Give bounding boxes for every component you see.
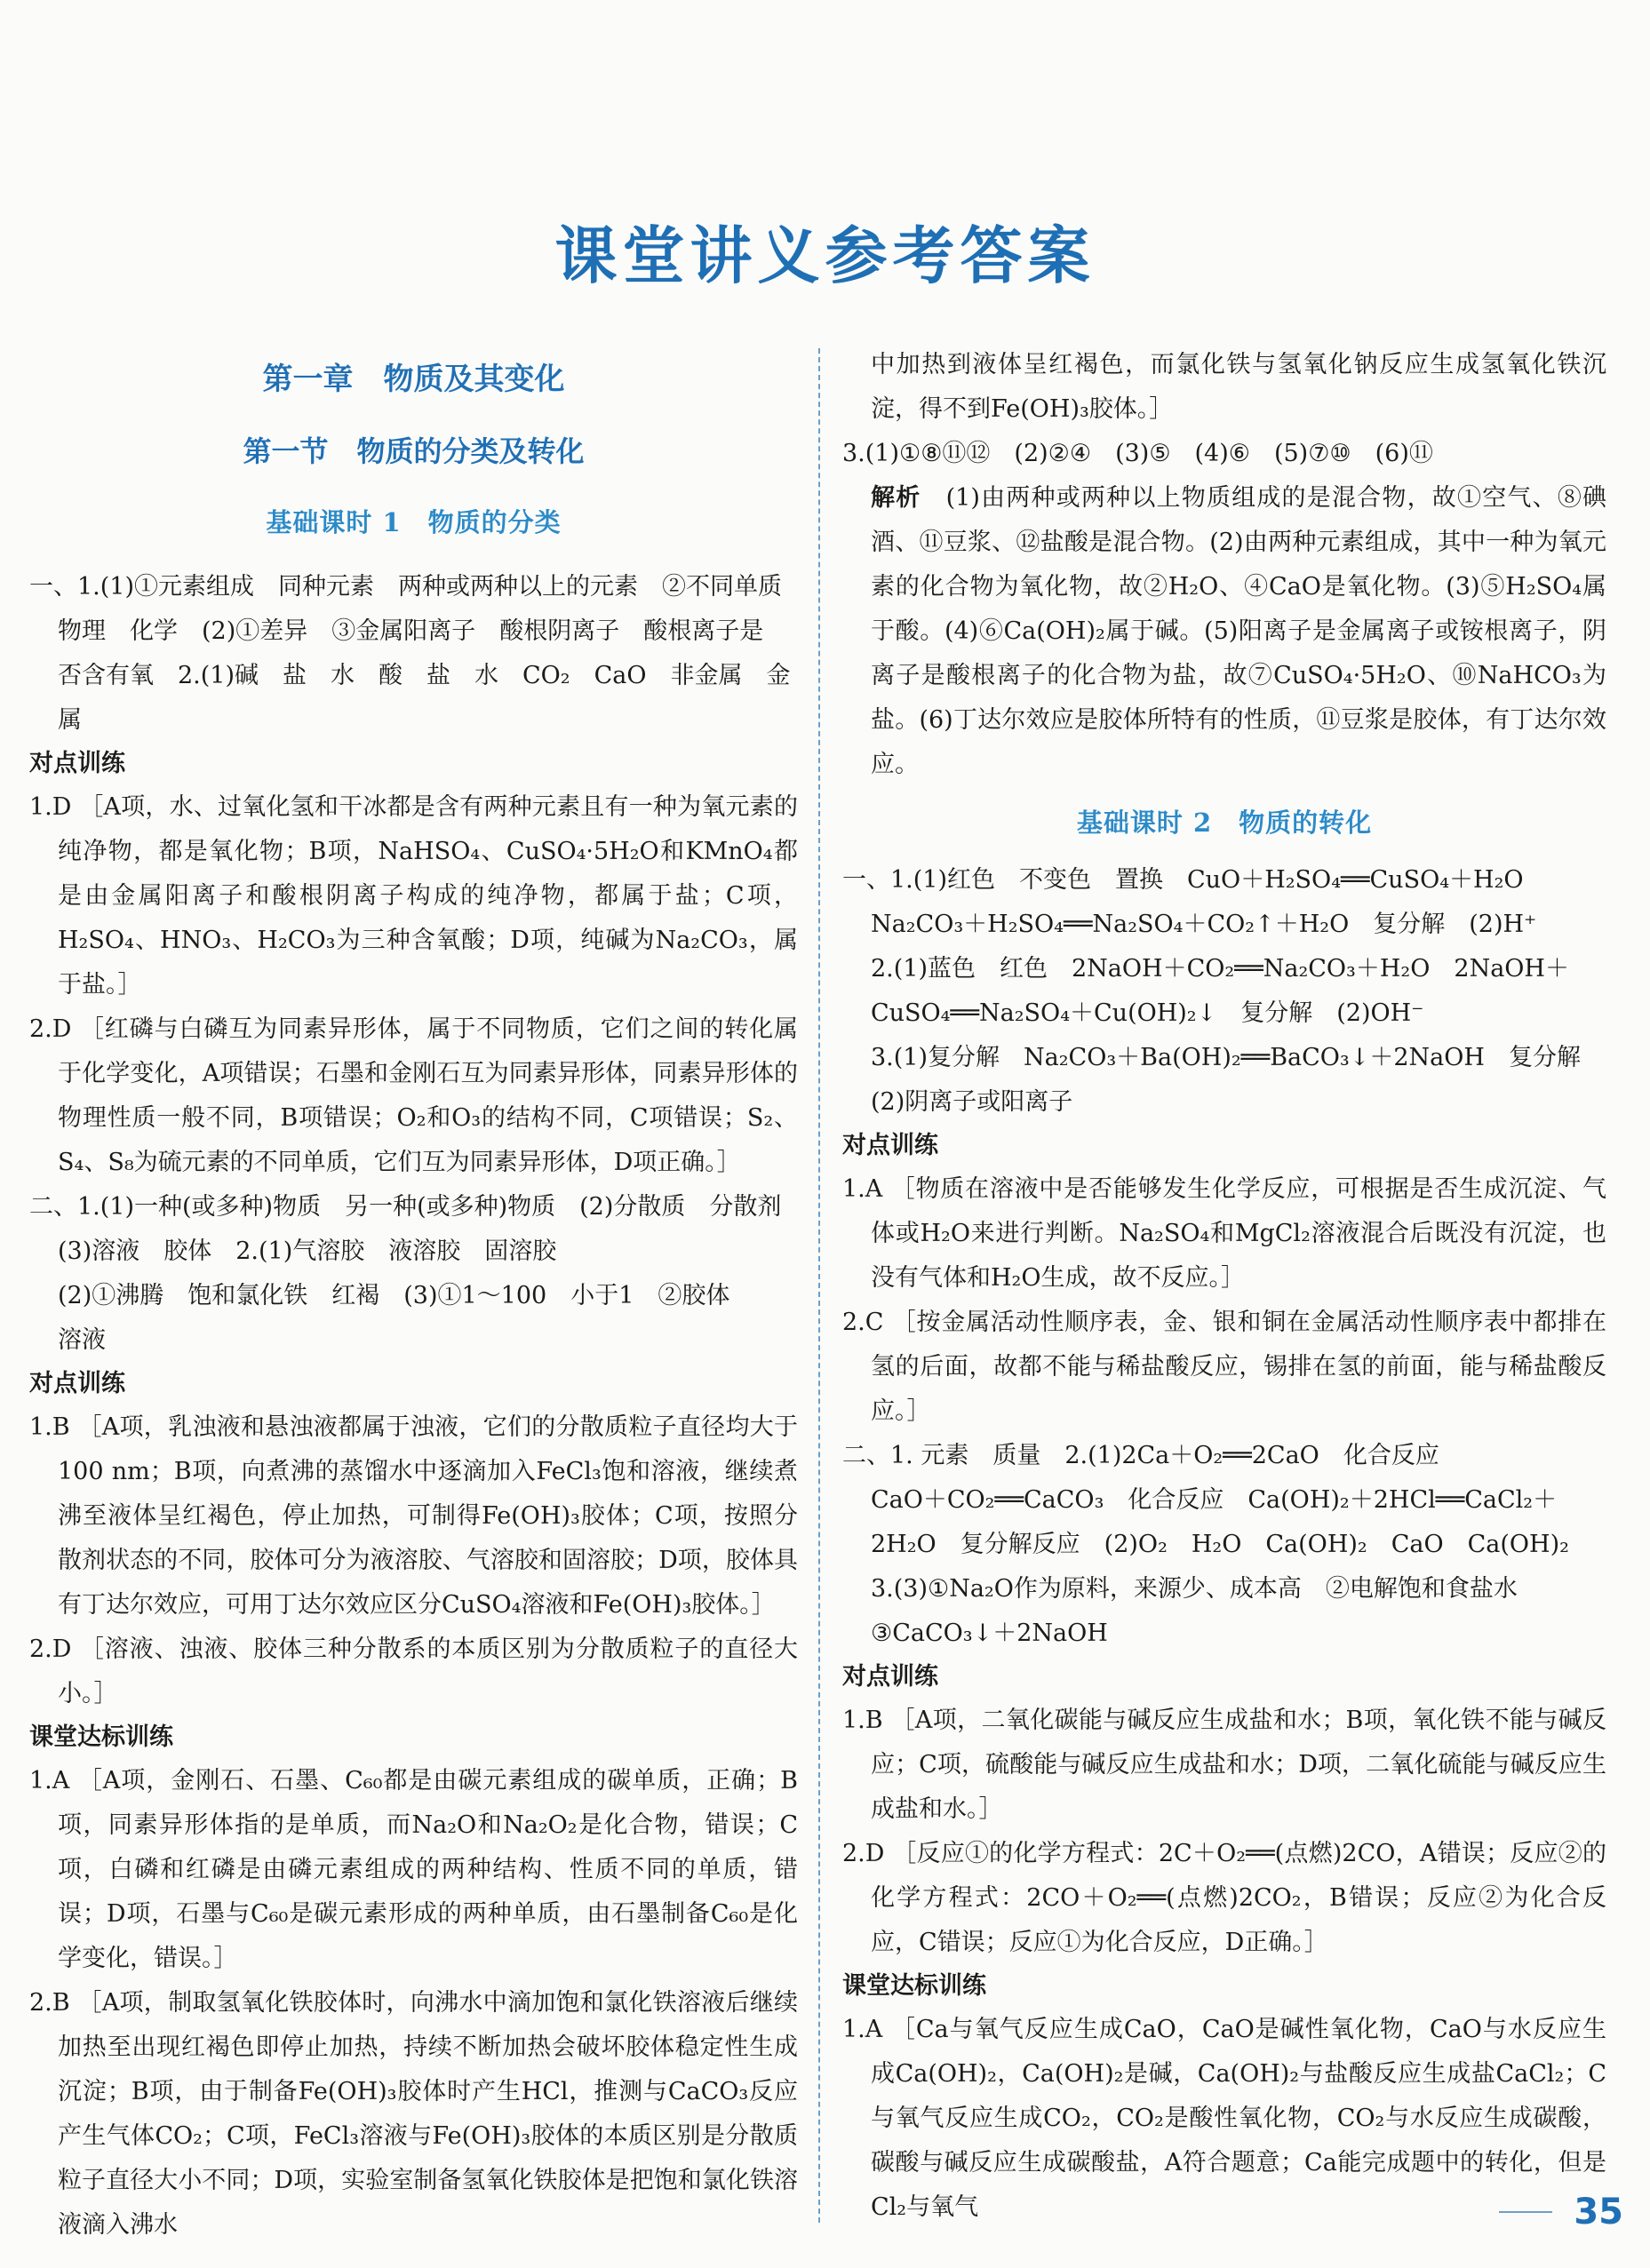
- answer-line: (3)溶液 胶体 2.(1)气溶胶 液溶胶 固溶胶: [58, 1237, 557, 1265]
- answer-line: 否含有氧 2.(1)碱 盐 水 酸 盐 水 CO₂ CaO 非金属 金: [58, 662, 791, 689]
- answer-item: 2.D ［红磷与白磷互为同素异形体，属于不同物质，它们之间的转化属于化学变化，A项错误；石墨和金刚石互为同素异形体，同素异形体的物理性质一般不同，B项错误；O₂和O₃的结构不同，C项错误；S₂、S₄、S₈为硫元素的不同单质，它们互为同素异形体，D项正确。］: [29, 1015, 798, 1176]
- lesson-heading-2: 基础课时 2 物质的转化: [1076, 808, 1373, 838]
- answer-item: 1.B ［A项，二氧化碳能与碱反应生成盐和水；B项，氧化铁不能与碱反应；C项，硫酸能与碱反应生成盐和水；D项，二氧化硫能与碱反应生成盐和水。］: [842, 1707, 1606, 1823]
- page-number: 35: [1574, 2192, 1623, 2232]
- answer-item: 2.D ［反应①的化学方程式：2C＋O₂══(点燃)2CO，A错误；反应②的化学方程式：2CO＋O₂══(点燃)2CO₂，B错误；反应②为化合反应，C错误；反应①为化合反应，D正确。］: [842, 1840, 1606, 1956]
- answer-item: 2.D ［溶液、浊液、胶体三种分散系的本质区别为分散质粒子的直径大小。］: [29, 1635, 798, 1707]
- subheading-practice: 对点训练: [842, 1132, 938, 1159]
- answer-line: 2H₂O 复分解反应 (2)O₂ H₂O Ca(OH)₂ CaO Ca(OH)₂: [871, 1531, 1569, 1558]
- answer-line: (2)阴离子或阳离子: [871, 1088, 1073, 1116]
- answer-line: 二、1. 元素 质量 2.(1)2Ca＋O₂══2CaO 化合反应: [842, 1442, 1439, 1469]
- answer-line: 物理 化学 (2)①差异 ③金属阳离子 酸根阴离子 酸根离子是: [58, 617, 764, 645]
- section-heading: 第一节 物质的分类及转化: [243, 434, 585, 468]
- answer-line: 2.(1)蓝色 红色 2NaOH＋CO₂══Na₂CO₃＋H₂O 2NaOH＋: [871, 955, 1569, 983]
- page-title: 课堂讲义参考答案: [554, 219, 1096, 292]
- analysis-label: 解析: [871, 484, 921, 512]
- answer-line: 溶液: [58, 1326, 106, 1354]
- left-column: [29, 343, 798, 2248]
- answer-item: 1.A ［A项，金刚石、石墨、C₆₀都是由碳元素组成的碳单质，正确；B项，同素异形体指的是单质，而Na₂O和Na₂O₂是化合物，错误；C项，白磷和红磷是由磷元素组成的两种结构、性质不同的单质，错误；D项，石墨与C₆₀是碳元素形成的两种单质，由石墨制备C₆₀是化学变化，错误。］: [29, 1767, 798, 1972]
- right-column: [842, 343, 1606, 2230]
- answer-line: 二、1.(1)一种(或多种)物质 另一种(或多种)物质 (2)分散质 分散剂: [29, 1193, 782, 1221]
- answer-line: 3.(1)复分解 Na₂CO₃＋Ba(OH)₂══BaCO₃↓＋2NaOH 复分解: [871, 1044, 1581, 1071]
- subheading-practice: 对点训练: [29, 1370, 125, 1397]
- answer-line: 属: [58, 706, 82, 734]
- page-number-rule: [1499, 2211, 1552, 2213]
- subheading-class-test: 课堂达标训练: [842, 1972, 986, 2000]
- answer-line: 一、1.(1)①元素组成 同种元素 两种或两种以上的元素 ②不同单质: [29, 573, 783, 601]
- analysis-paragraph: [842, 476, 1606, 787]
- answer-item: 1.A ［Ca与氧气反应生成CaO，CaO是碱性氧化物，CaO与水反应生成Ca(OH)₂，Ca(OH)₂是碱，Ca(OH)₂与盐酸反应生成盐CaCl₂；C与氧气反应生成CO₂，CO₂是酸性氧化物，CO₂与水反应生成碳酸，碳酸与碱反应生成碳酸盐，A符合题意；Ca能完成题中的转化，但是Cl₂与氧气: [842, 2016, 1606, 2221]
- answer-continuation: 中加热到液体呈红褐色，而氯化铁与氢氧化钠反应生成氢氧化铁沉淀，得不到Fe(OH)₃胶体。］: [871, 351, 1606, 423]
- answer-line: 3.(3)①Na₂O作为原料，来源少、成本高 ②电解饱和食盐水: [871, 1575, 1518, 1603]
- answer-line: (2)①沸腾 饱和氯化铁 红褐 (3)①1～100 小于1 ②胶体: [58, 1282, 730, 1309]
- chapter-heading: 第一章 物质及其变化: [262, 362, 565, 397]
- answer-line: 3.(1)①⑧⑪⑫ (2)②④ (3)⑤ (4)⑥ (5)⑦⑩ (6)⑪: [842, 440, 1433, 467]
- answer-item: 1.B ［A项，乳浊液和悬浊液都属于浊液，它们的分散质粒子直径均大于100 nm；B项，向煮沸的蒸馏水中逐滴加入FeCl₃饱和溶液，继续煮沸至液体呈红褐色，停止加热，可制得Fe(OH)₃胶体；C项，按照分散剂状态的不同，胶体可分为液溶胶、气溶胶和固溶胶；D项，胶体具有丁达尔效应，可用丁达尔效应区分CuSO₄溶液和Fe(OH)₃胶体。］: [29, 1413, 798, 1619]
- answer-line: 一、1.(1)红色 不变色 置换 CuO＋H₂SO₄══CuSO₄＋H₂O: [842, 866, 1524, 894]
- analysis-text: (1)由两种或两种以上物质组成的是混合物，故①空气、⑧碘酒、⑪豆浆、⑫盐酸是混合物。(2)由两种元素组成，其中一种为氧元素的化合物为氧化物，故②H₂O、④CaO是氧化物。(3)⑤H₂SO₄属于酸。(4)⑥Ca(OH)₂属于碱。(5)阳离子是金属离子或铵根离子，阴离子是酸根离子的化合物为盐，故⑦CuSO₄·5H₂O、⑩NaHCO₃为盐。(6)丁达尔效应是胶体所特有的性质，⑪豆浆是胶体，有丁达尔效应。: [871, 484, 1607, 778]
- column-divider: [818, 348, 820, 2223]
- answer-line: CaO＋CO₂══CaCO₃ 化合反应 Ca(OH)₂＋2HCl══CaCl₂＋: [871, 1486, 1558, 1514]
- lesson-heading-1: 基础课时 1 物质的分类: [266, 507, 562, 537]
- answer-item: 2.B ［A项，制取氢氧化铁胶体时，向沸水中滴加饱和氯化铁溶液后继续加热至出现红褐色即停止加热，持续不断加热会破坏胶体稳定性生成沉淀；B项，由于制备Fe(OH)₃胶体时产生HCl，推测与CaCO₃反应产生气体CO₂；C项，FeCl₃溶液与Fe(OH)₃胶体的本质区别是分散质粒子直径大小不同；D项，实验室制备氢氧化铁胶体是把饱和氯化铁溶液滴入沸水: [29, 1989, 798, 2239]
- subheading-practice: 对点训练: [29, 750, 125, 777]
- answer-item: 1.D ［A项，水、过氧化氢和干冰都是含有两种元素且有一种为氧元素的纯净物，都是氧化物；B项，NaHSO₄、CuSO₄·5H₂O和KMnO₄都是由金属阳离子和酸根阴离子构成的纯净物，都属于盐；C项，H₂SO₄、HNO₃、H₂CO₃为三种含氧酸；D项，纯碱为Na₂CO₃，属于盐。］: [29, 793, 798, 999]
- subheading-class-test: 课堂达标训练: [29, 1723, 173, 1751]
- answer-line: ③CaCO₃↓＋2NaOH: [871, 1619, 1108, 1647]
- subheading-practice: 对点训练: [842, 1663, 938, 1691]
- answer-line: CuSO₄══Na₂SO₄＋Cu(OH)₂↓ 复分解 (2)OH⁻: [871, 999, 1424, 1027]
- answer-item: 1.A ［物质在溶液中是否能够发生化学反应，可根据是否生成沉淀、气体或H₂O来进行判断。Na₂SO₄和MgCl₂溶液混合后既没有沉淀，也没有气体和H₂O生成，故不反应。］: [842, 1175, 1606, 1292]
- answer-item: 2.C ［按金属活动性顺序表，金、银和铜在金属活动性顺序表中都排在氢的后面，故都不能与稀盐酸反应，锡排在氢的前面，能与稀盐酸反应。］: [842, 1309, 1606, 1425]
- answer-line: Na₂CO₃＋H₂SO₄══Na₂SO₄＋CO₂↑＋H₂O 复分解 (2)H⁺: [871, 911, 1537, 938]
